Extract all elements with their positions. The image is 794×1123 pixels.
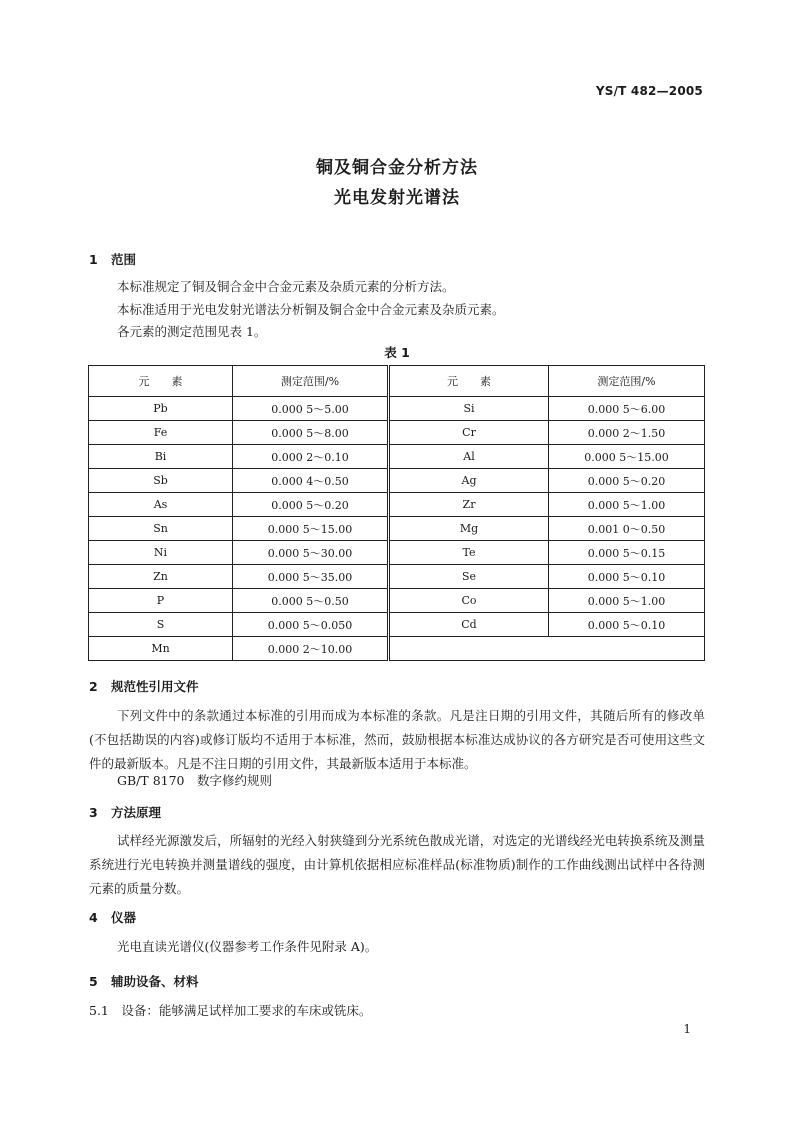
empty-cell [390,637,705,661]
table-caption: 表 1 [384,345,410,360]
table-row [89,589,388,613]
table-row [390,445,705,469]
paragraph: 各元素的测定范围见表 1。 [117,324,267,339]
section-title: 范围 [111,252,137,267]
table-header-row [390,366,705,397]
table-row [89,565,388,589]
element-cell: Mg [390,517,549,541]
paragraph: 试样经光源激发后，所辐射的光经入射狭缝到分光系统色散成光谱，对选定的光谱线经光电转换系统及测量系统进行光电转换并测量谱线的强度，由计算机依据相应标准样品(标准物质)制作的工作曲线测出试样中各待测元素的质量分数。 [89,833,705,896]
page-number: 1 [683,1022,691,1036]
section-4-heading [89,908,136,926]
element-cell: S [89,613,233,637]
element-cell: Zr [390,493,549,517]
element-cell: As [89,493,233,517]
table-row [89,613,388,637]
table-row [390,493,705,517]
element-cell: Sn [89,517,233,541]
paragraph: 本标准适用于光电发射光谱法分析铜及铜合金中合金元素及杂质元素。 [117,302,505,317]
column-header-range: 测定范围/% [549,366,705,397]
table-row [89,445,388,469]
element-cell: Se [390,565,549,589]
element-cell: Si [390,397,549,421]
column-header-element: 元 素 [89,366,233,397]
element-cell: Zn [89,565,233,589]
range-cell: 0.001 0～0.50 [549,517,705,541]
element-cell: Sb [89,469,233,493]
table-header-row [89,366,388,397]
table-row [390,397,705,421]
section-title: 规范性引用文件 [111,679,199,694]
element-cell: Mn [89,637,233,661]
table-row [390,613,705,637]
table-row [89,397,388,421]
range-cell: 0.000 5～6.00 [549,397,705,421]
table-row [89,637,388,661]
range-cell: 0.000 2～1.50 [549,421,705,445]
range-cell: 0.000 5～0.10 [549,565,705,589]
subsection-5-1: 5.1 设备：能够满足试样加工要求的车床或铣床。 [89,1003,372,1018]
table-row [89,493,388,517]
section-2-heading [89,677,199,695]
range-cell: 0.000 5～1.00 [549,493,705,517]
range-cell: 0.000 5～0.20 [549,469,705,493]
standard-code: YS/T 482—2005 [595,84,703,98]
range-cell: 0.000 5～0.050 [233,613,388,637]
range-cell: 0.000 5～15.00 [549,445,705,469]
element-cell: Pb [89,397,233,421]
paragraph: 本标准规定了铜及铜合金中合金元素及杂质元素的分析方法。 [117,279,455,294]
document-subtitle: 光电发射光谱法 [334,188,460,208]
element-cell: Co [390,589,549,613]
range-cell: 0.000 5～8.00 [233,421,388,445]
column-header-range: 测定范围/% [233,366,388,397]
range-cell: 0.000 5～5.00 [233,397,388,421]
table-row [89,541,388,565]
table-row [89,421,388,445]
table-row [89,469,388,493]
table-row [390,541,705,565]
element-cell: Te [390,541,549,565]
element-range-table-right [389,365,705,661]
section-1-heading [89,250,136,268]
document-title: 铜及铜合金分析方法 [316,158,478,178]
range-cell: 0.000 5～0.10 [549,613,705,637]
element-cell: Cr [390,421,549,445]
table-row [390,517,705,541]
section-title: 仪器 [111,910,137,925]
range-cell: 0.000 5～0.20 [233,493,388,517]
element-cell: Cd [390,613,549,637]
table-row [390,469,705,493]
range-cell: 0.000 5～0.50 [233,589,388,613]
element-range-table-left [88,365,388,661]
element-cell: Ag [390,469,549,493]
section-number: 3 [89,805,98,820]
range-cell: 0.000 5～15.00 [233,517,388,541]
paragraph: 下列文件中的条款通过本标准的引用而成为本标准的条款。凡是注日期的引用文件，其随后所有的修改单(不包括勘误的内容)或修订版均不适用于本标准，然而，鼓励根据本标准达成协议的各方研究是否可使用这些文件的最新版本。凡是不注日期的引用文件，其最新版本适用于本标准。 [89,708,705,771]
section-number: 4 [89,910,98,925]
section-3-heading [89,803,161,821]
section-number: 2 [89,679,98,694]
column-header-element: 元 素 [390,366,549,397]
element-cell: Ni [89,541,233,565]
paragraph: 光电直读光谱仪(仪器参考工作条件见附录 A)。 [117,939,378,954]
element-cell: Al [390,445,549,469]
section-number: 1 [89,252,98,267]
section-number: 5 [89,974,98,989]
section-5-heading [89,972,199,990]
element-cell: Bi [89,445,233,469]
range-cell: 0.000 5～0.15 [549,541,705,565]
range-cell: 0.000 5～30.00 [233,541,388,565]
section-title: 辅助设备、材料 [111,974,199,989]
table-row-empty [390,637,705,661]
table-row [390,421,705,445]
range-cell: 0.000 2～10.00 [233,637,388,661]
section-title: 方法原理 [111,805,162,820]
normative-reference: GB/T 8170 数字修约规则 [117,773,273,788]
table-row [390,565,705,589]
element-cell: Fe [89,421,233,445]
table-row [390,589,705,613]
element-cell: P [89,589,233,613]
range-cell: 0.000 4～0.50 [233,469,388,493]
range-cell: 0.000 5～1.00 [549,589,705,613]
table-row [89,517,388,541]
range-cell: 0.000 2～0.10 [233,445,388,469]
range-cell: 0.000 5～35.00 [233,565,388,589]
